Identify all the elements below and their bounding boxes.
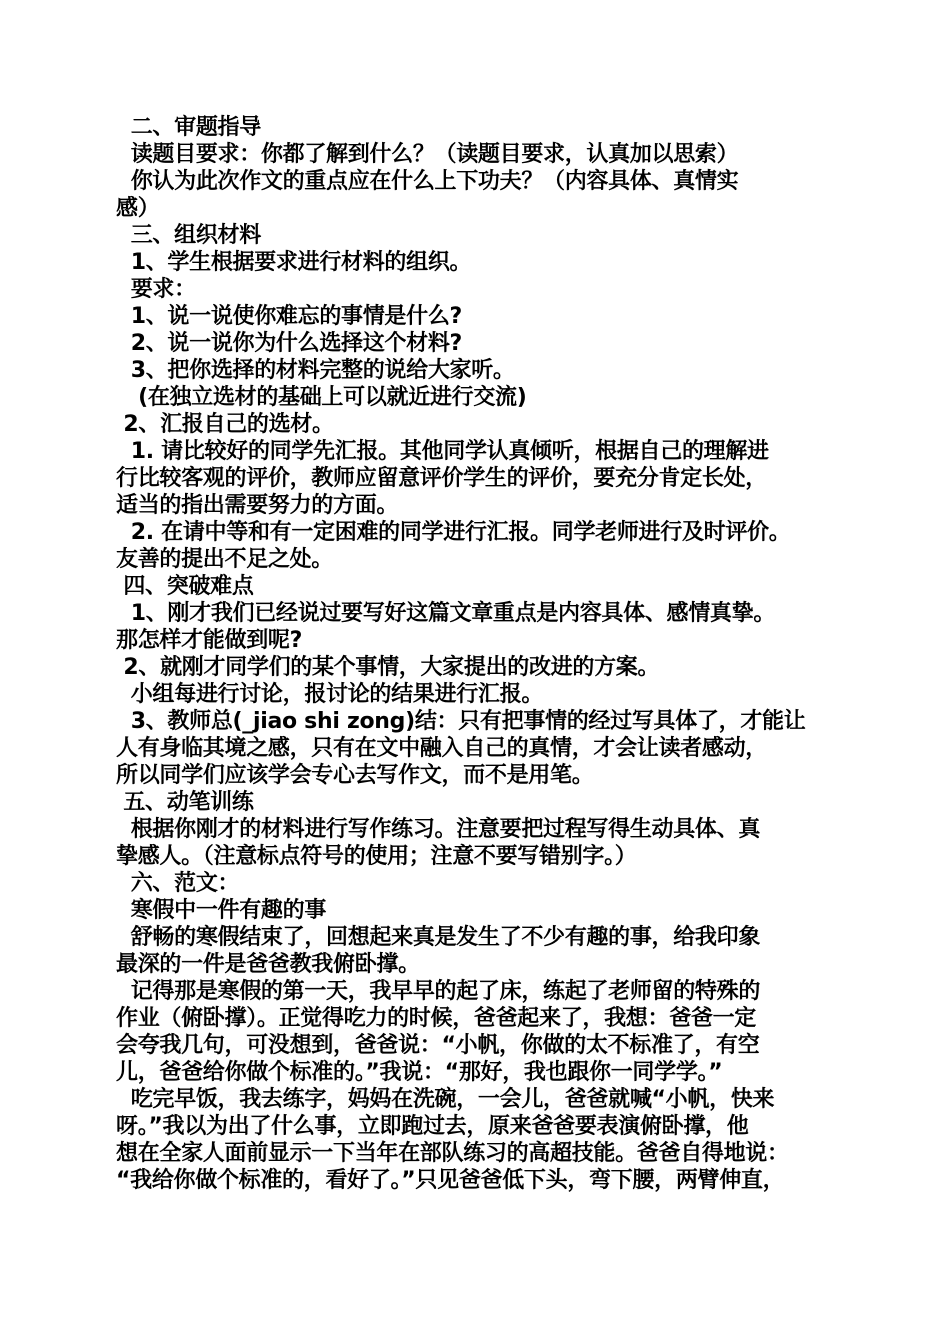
- text-line: 所以同学们应该学会专心去写作文，而不是用笔。: [116, 763, 594, 788]
- text-line: 挚感人。（注意标点符号的使用；注意不要写错别字。）: [116, 844, 637, 869]
- text-line: 你认为此次作文的重点应在什么上下功夫？（内容具体、真情实: [116, 169, 739, 194]
- text-line: 二、审题指导: [116, 115, 261, 140]
- text-line: 3、教师总(_jiao shi zong)结：只有把事情的经过写具体了，才能让: [116, 709, 806, 734]
- text-line: 吃完早饭，我去练字，妈妈在洗碗，一会儿，爸爸就喊“小帆，快来: [116, 1087, 775, 1112]
- document-body: [116, 114, 846, 1194]
- text-line: 1. 请比较好的同学先汇报。其他同学认真倾听，根据自己的理解进: [116, 439, 769, 464]
- text-line: 那怎样才能做到呢?: [116, 628, 303, 653]
- text-line: 友善的提出不足之处。: [116, 547, 334, 572]
- text-line: 六、范文：: [116, 871, 240, 896]
- text-line: 舒畅的寒假结束了，回想起来真是发生了不少有趣的事，给我印象: [116, 925, 761, 950]
- text-line: 呀。”我以为出了什么事，立即跑过去，原来爸爸要表演俯卧撑，他: [116, 1114, 749, 1139]
- text-line: 儿，爸爸给你做个标准的。”我说：“那好，我也跟你一同学学。”: [116, 1060, 723, 1085]
- text-line: 会夸我几句，可没想到，爸爸说：“小帆，你做的太不标准了，有空: [116, 1033, 760, 1058]
- text-line: 寒假中一件有趣的事: [116, 898, 327, 923]
- text-line: 三、组织材料: [116, 223, 261, 248]
- text-line: 小组每进行讨论，报讨论的结果进行汇报。: [116, 682, 544, 707]
- text-line: 2. 在请中等和有一定困难的同学进行汇报。同学老师进行及时评价。: [116, 520, 791, 545]
- text-line: 人有身临其境之感，只有在文中融入自己的真情，才会让读者感动，: [116, 736, 768, 761]
- text-line: 五、动笔训练: [116, 790, 254, 815]
- text-line: 要求：: [116, 277, 196, 302]
- text-line: 3、把你选择的材料完整的说给大家听。: [116, 358, 515, 383]
- text-line: 适当的指出需要努力的方面。: [116, 493, 399, 518]
- text-line: 最深的一件是爸爸教我俯卧撑。: [116, 952, 420, 977]
- text-line: 2、说一说你为什么选择这个材料?: [116, 331, 462, 356]
- text-line: 1、说一说使你难忘的事情是什么?: [116, 304, 462, 329]
- text-line: (在独立选材的基础上可以就近进行交流): [116, 385, 527, 410]
- text-line: 想在全家人面前显示一下当年在部队练习的高超技能。爸爸自得地说：: [116, 1141, 789, 1166]
- text-line: 2、汇报自己的选材。: [116, 412, 334, 437]
- text-line: 四、突破难点: [116, 574, 254, 599]
- text-line: 根据你刚才的材料进行写作练习。注意要把过程写得生动具体、真: [116, 817, 761, 842]
- text-line: 1、学生根据要求进行材料的组织。: [116, 250, 472, 275]
- text-line: 感）: [116, 196, 160, 221]
- text-line: 读题目要求：你都了解到什么？（读题目要求，认真加以思索）: [116, 142, 739, 167]
- text-line: 2、就刚才同学们的某个事情，大家提出的改进的方案。: [116, 655, 660, 680]
- text-line: 记得那是寒假的第一天，我早早的起了床，练起了老师留的特殊的: [116, 979, 761, 1004]
- text-line: “我给你做个标准的，看好了。”只见爸爸低下头，弯下腰，两臂伸直，: [116, 1168, 785, 1193]
- text-line: 作业（俯卧撑）。正觉得吃力的时候，爸爸起来了，我想：爸爸一定: [116, 1006, 757, 1031]
- text-line: 1、刚才我们已经说过要写好这篇文章重点是内容具体、感情真挚。: [116, 601, 776, 626]
- text-line: 行比较客观的评价，教师应留意评价学生的评价，要充分肯定长处，: [116, 466, 768, 491]
